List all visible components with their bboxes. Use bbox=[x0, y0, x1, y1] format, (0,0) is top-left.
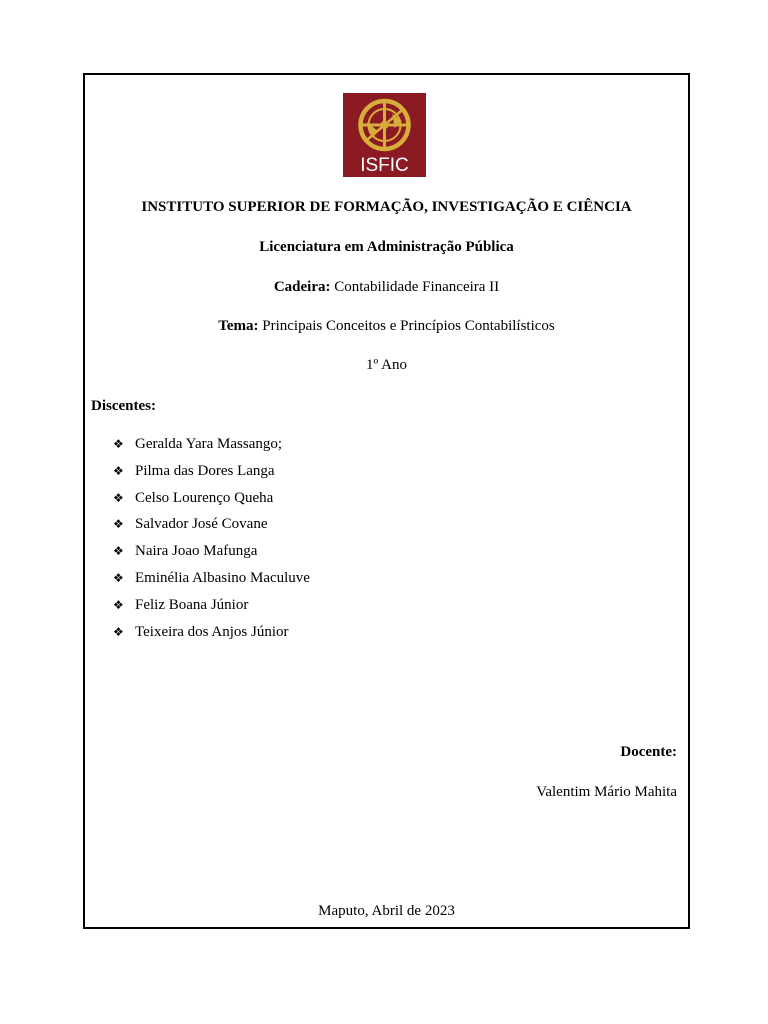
diamond-bullet-icon: ❖ bbox=[113, 624, 124, 639]
diamond-bullet-icon: ❖ bbox=[113, 544, 124, 559]
student-item bbox=[113, 489, 310, 516]
logo-text: ISFIC bbox=[360, 155, 409, 176]
student-item bbox=[113, 515, 310, 542]
diamond-bullet-icon: ❖ bbox=[113, 517, 124, 532]
student-name: Celso Lourenço Queha bbox=[135, 489, 274, 506]
theme-value: Principais Conceitos e Princípios Contabilísticos bbox=[258, 318, 555, 334]
students-heading: Discentes: bbox=[91, 398, 156, 414]
diamond-bullet-icon: ❖ bbox=[113, 490, 124, 505]
diamond-bullet-icon: ❖ bbox=[113, 437, 124, 451]
student-name: Feliz Boana Júnior bbox=[135, 596, 249, 613]
student-name: Salvador José Covane bbox=[135, 516, 268, 533]
year: 1º Ano bbox=[366, 357, 407, 373]
diamond-bullet-icon: ❖ bbox=[113, 597, 124, 612]
course-name: Licenciatura em Administração Pública bbox=[259, 239, 514, 255]
subject-value: Contabilidade Financeira II bbox=[330, 279, 500, 295]
student-item bbox=[113, 462, 310, 489]
student-item bbox=[113, 435, 310, 462]
isfic-logo bbox=[343, 93, 426, 177]
student-name: Geralda Yara Massango; bbox=[135, 436, 283, 452]
students-list bbox=[113, 435, 310, 649]
student-item bbox=[113, 623, 310, 650]
teacher-name: Valentim Mário Mahita bbox=[536, 784, 677, 800]
place-date: Maputo, Abril de 2023 bbox=[318, 903, 455, 919]
subject-line bbox=[83, 278, 690, 296]
student-item bbox=[113, 569, 310, 596]
student-name: Naira Joao Mafunga bbox=[135, 543, 258, 560]
student-name: Pilma das Dores Langa bbox=[135, 462, 275, 479]
student-item bbox=[113, 596, 310, 623]
student-name: Teixeira dos Anjos Júnior bbox=[135, 623, 289, 640]
diamond-bullet-icon: ❖ bbox=[113, 570, 124, 585]
subject-label: Cadeira: bbox=[273, 279, 331, 295]
student-item bbox=[113, 542, 310, 569]
student-name: Eminélia Albasino Maculuve bbox=[135, 569, 310, 586]
institute-name: INSTITUTO SUPERIOR DE FORMAÇÃO, INVESTIGAÇÃO E CIÊNCIA bbox=[141, 199, 632, 215]
emblem-wheel-icon bbox=[361, 101, 409, 149]
theme-line bbox=[83, 317, 690, 335]
teacher-heading: Docente: bbox=[620, 744, 677, 760]
theme-label: Tema: bbox=[218, 318, 259, 334]
diamond-bullet-icon: ❖ bbox=[113, 463, 124, 478]
